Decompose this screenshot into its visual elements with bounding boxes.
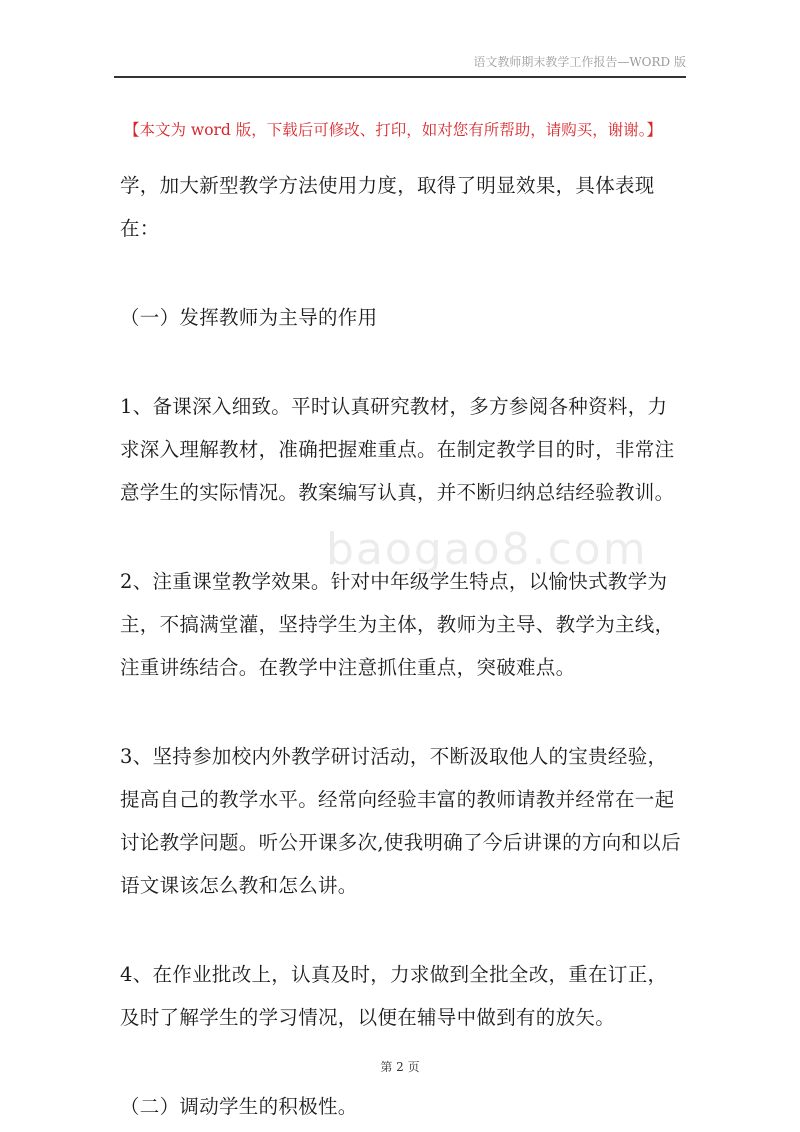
paragraph-item-3: 3、坚持参加校内外教学研讨活动，不断汲取他人的宝贵经验，提高自己的教学水平。经常向经验丰富的教师请教并经常在一起讨论教学问题。听公开课多次,使我明确了今后讲课的方向和以后语文课该怎么教和怎么讲。 [120,745,681,897]
paragraph-item-1: 1、备课深入细致。平时认真研究教材，多方参阅各种资料，力求深入理解教材，准确把握难重点。在制定教学目的时，非常注意学生的实际情况。教案编写认真，并不断归纳总结经验教训。 [120,395,675,504]
watermark: baogao8.com [326,524,648,575]
paragraph-item-4: 4、在作业批改上，认真及时，力求做到全批全改，重在订正，及时了解学生的学习情况，以便在辅导中做到有的放矢。 [120,963,668,1029]
download-notice: 【本文为 word 版，下载后可修改、打印，如对您有所帮助，请购买，谢谢。】 [124,121,663,139]
header-title: 语文教师期末教学工作报告—WORD 版 [473,55,686,69]
paragraph-item-2: 2、注重课堂教学效果。针对中年级学生特点，以愉快式教学为主，不搞满堂灌，坚持学生为主体，教师为主导、教学为主线，注重讲练结合。在教学中注意抓住重点，突破难点。 [120,570,675,679]
page-number: 第 2 页 [380,1060,420,1074]
section-heading-2: （二）调动学生的积极性。 [120,1095,358,1118]
paragraph-intro: 学，加大新型教学方法使用力度，取得了明显效果，具体表现在： [120,174,655,240]
page-header [114,52,686,78]
document-body [120,164,686,1128]
section-heading-1: （一）发挥教师为主导的作用 [120,306,378,329]
